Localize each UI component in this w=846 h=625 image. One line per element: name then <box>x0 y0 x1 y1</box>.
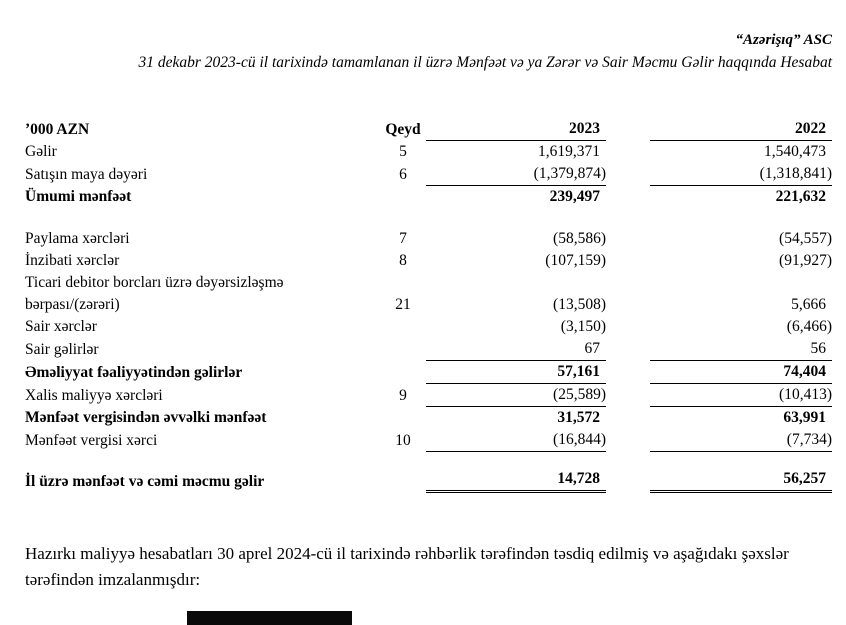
col-header-2022: 2022 <box>650 118 832 141</box>
note-value: 21 <box>395 296 411 313</box>
row-label: İnzibati xərclər <box>25 252 120 269</box>
note-value: 5 <box>399 143 407 160</box>
row-other-income <box>25 338 832 361</box>
company-name: “Azərişıq” ASC <box>735 32 832 48</box>
row-distribution-expenses <box>25 228 832 250</box>
value-2023: 67 <box>426 338 606 361</box>
value-2022: (91,927) <box>779 252 832 269</box>
value-2022: 63,991 <box>783 409 826 426</box>
row-label: Mənfəət vergisi xərci <box>25 432 158 449</box>
value-2023: (58,586) <box>553 230 606 247</box>
row-label: Satışın maya dəyəri <box>25 166 148 183</box>
value-2023: (16,844) <box>426 429 606 452</box>
note-value: 7 <box>399 230 407 247</box>
income-statement-table <box>25 118 832 493</box>
row-net-finance-costs <box>25 384 832 407</box>
value-2022: (10,413) <box>650 384 832 407</box>
report-title: 31 dekabr 2023-cü il tarixində tamamlanan il üzrə Mənfəət və ya Zərər və Sair Məcmu Gəlir haqqında Hesabat <box>138 54 832 71</box>
col-header-2023: 2023 <box>426 118 606 141</box>
value-2023: (3,150) <box>560 318 606 335</box>
value-2022: 221,632 <box>775 188 826 205</box>
row-label: Gəlir <box>25 143 57 160</box>
value-2022: 1,540,473 <box>764 143 826 160</box>
value-2022: (7,734) <box>650 429 832 452</box>
row-total-comprehensive-income <box>25 468 832 493</box>
value-2023: 239,497 <box>549 188 600 205</box>
row-revenue <box>25 141 832 163</box>
row-other-expenses <box>25 316 832 338</box>
row-label: Sair gəlirlər <box>25 341 99 358</box>
row-administrative-expenses <box>25 250 832 272</box>
row-operating-profit <box>25 361 832 384</box>
signature-stamp-partial <box>187 611 352 625</box>
row-gross-profit <box>25 186 832 208</box>
value-2022: (54,557) <box>779 230 832 247</box>
note-value: 8 <box>399 252 407 269</box>
col-header-units: ’000 AZN <box>25 121 90 138</box>
approval-paragraph: Hazırkı maliyyə hesabatları 30 aprel 2024-cü il tarixində rəhbərlik tərəfindən təsdiq edilmiş və aşağıdakı şəxslər tərəfindən imzalanmışdır: <box>25 544 789 589</box>
value-2022: 56,257 <box>650 468 832 493</box>
table-spacer <box>25 452 832 468</box>
value-2022: 56 <box>650 338 832 361</box>
value-2023: 14,728 <box>426 468 606 493</box>
value-2022: (1,318,841) <box>650 163 832 186</box>
value-2023: 1,619,371 <box>538 143 600 160</box>
document-header <box>25 30 832 76</box>
value-2023: (25,589) <box>426 384 606 407</box>
value-2022: (6,466) <box>786 318 832 335</box>
row-label: Ticari debitor borcları üzrə dəyərsizləşmə bərpası/(zərəri) <box>25 274 284 313</box>
row-label: Ümumi mənfəət <box>25 188 132 205</box>
row-label: Mənfəət vergisindən əvvəlki mənfəət <box>25 409 267 426</box>
row-impairment-reversal <box>25 272 832 316</box>
row-label: Sair xərclər <box>25 318 97 335</box>
value-2022: 5,666 <box>791 296 826 313</box>
row-cost-of-sales <box>25 163 832 186</box>
table-header-row <box>25 118 832 141</box>
value-2023: (107,159) <box>545 252 606 269</box>
value-2023: 31,572 <box>557 409 600 426</box>
row-income-tax-expense <box>25 429 832 452</box>
row-label: Paylama xərcləri <box>25 230 130 247</box>
value-2023: 57,161 <box>426 361 606 384</box>
row-label: İl üzrə mənfəət və cəmi məcmu gəlir <box>25 473 265 490</box>
note-value: 6 <box>399 166 407 183</box>
value-2023: (1,379,874) <box>426 163 606 186</box>
row-label: Xalis maliyyə xərcləri <box>25 387 163 404</box>
value-2022: 74,404 <box>650 361 832 384</box>
row-profit-before-tax <box>25 407 832 429</box>
note-value: 9 <box>399 387 407 404</box>
value-2023: (13,508) <box>553 296 606 313</box>
row-label: Əməliyyat fəaliyyətindən gəlirlər <box>25 364 243 381</box>
note-value: 10 <box>395 432 411 449</box>
table-spacer <box>25 208 832 228</box>
col-header-note: Qeyd <box>385 121 421 138</box>
